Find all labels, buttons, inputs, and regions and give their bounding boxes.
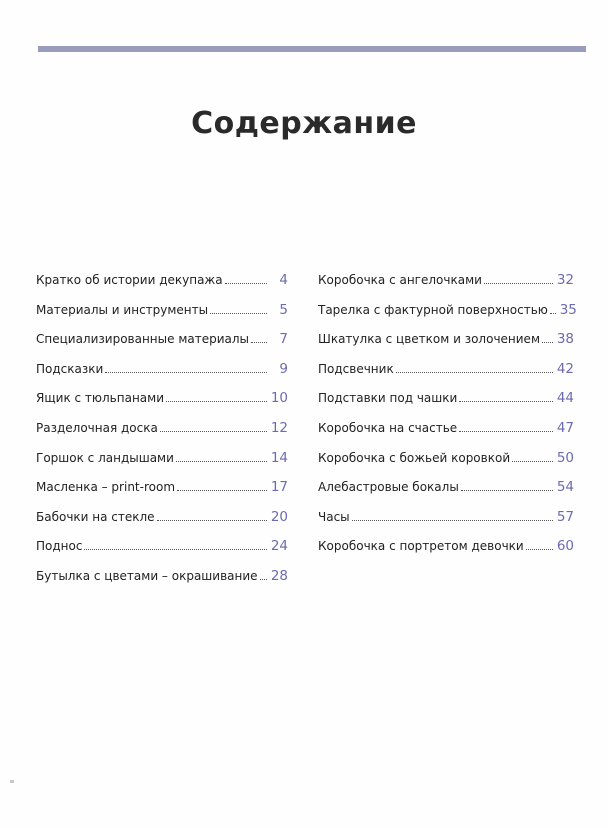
toc-entry[interactable] bbox=[318, 361, 574, 391]
toc-entry[interactable] bbox=[318, 479, 574, 509]
toc-leader-dots bbox=[251, 342, 267, 343]
toc-entry[interactable] bbox=[36, 450, 288, 480]
toc-entry[interactable] bbox=[318, 538, 574, 568]
toc-leader-dots bbox=[157, 520, 267, 521]
toc-entry[interactable] bbox=[318, 272, 574, 302]
toc-leader-dots bbox=[542, 342, 553, 343]
toc-page-number: 28 bbox=[270, 567, 288, 584]
toc-leader-dots bbox=[459, 401, 553, 402]
toc-page-number: 57 bbox=[556, 508, 574, 525]
page-title: Содержание bbox=[191, 106, 417, 142]
toc-entry[interactable] bbox=[318, 450, 574, 480]
toc-page-number: 60 bbox=[556, 538, 574, 555]
toc-entry[interactable] bbox=[318, 390, 574, 420]
toc-page-number: 14 bbox=[270, 449, 288, 466]
header-rule bbox=[38, 46, 586, 52]
toc-entry[interactable] bbox=[318, 301, 577, 332]
toc-entry-title: Подсвечник bbox=[318, 361, 394, 376]
toc-page-number: 35 bbox=[559, 301, 577, 318]
toc-page-number: 38 bbox=[556, 331, 574, 348]
toc-entry-title: Шкатулка с цветком и золочением bbox=[318, 332, 540, 347]
toc-entry[interactable] bbox=[36, 302, 288, 332]
toc-page-number: 42 bbox=[556, 360, 574, 377]
toc-entry-title: Масленка – print-room bbox=[36, 480, 176, 495]
toc-leader-dots bbox=[210, 313, 267, 314]
page-edge-mark bbox=[10, 780, 14, 783]
toc-leader-dots bbox=[512, 461, 553, 462]
toc-entry[interactable] bbox=[36, 331, 288, 361]
toc-leader-dots bbox=[105, 372, 267, 373]
toc-entry[interactable] bbox=[36, 568, 288, 598]
toc-page-number: 24 bbox=[270, 538, 288, 555]
toc-leader-dots bbox=[166, 401, 267, 402]
toc-page-number: 5 bbox=[279, 301, 288, 318]
toc-page-number: 12 bbox=[270, 419, 288, 436]
toc-leader-dots bbox=[396, 372, 553, 373]
toc-leader-dots bbox=[526, 549, 553, 550]
toc-entry[interactable] bbox=[36, 479, 288, 509]
toc-entry[interactable] bbox=[36, 272, 288, 302]
toc-entry-title: Ящик с тюльпанами bbox=[36, 391, 164, 406]
toc-entry[interactable] bbox=[318, 331, 574, 361]
toc-entry-title: Подставки под чашки bbox=[318, 391, 458, 406]
toc-entry[interactable] bbox=[36, 538, 288, 568]
toc-leader-dots bbox=[461, 490, 553, 491]
toc-page-number: 50 bbox=[556, 449, 574, 466]
toc-entry[interactable] bbox=[36, 390, 288, 420]
toc-entry-title: Кратко об истории декупажа bbox=[36, 273, 223, 287]
toc-leader-dots bbox=[176, 461, 267, 462]
toc-entry-title: Бабочки на стекле bbox=[36, 509, 155, 524]
toc-page-number: 10 bbox=[270, 390, 288, 407]
toc-leader-dots bbox=[550, 313, 556, 314]
toc-entry-title: Поднос bbox=[36, 539, 83, 554]
toc-entry[interactable] bbox=[36, 420, 288, 450]
toc-entry-title: Коробочка с ангелочками bbox=[318, 273, 482, 287]
toc-entry[interactable] bbox=[318, 420, 574, 450]
toc-page-number: 17 bbox=[270, 479, 288, 496]
toc-entry-title: Горшок с ландышами bbox=[36, 450, 174, 465]
toc-page-number: 44 bbox=[556, 390, 574, 407]
toc-entry[interactable] bbox=[36, 509, 288, 539]
toc-leader-dots bbox=[177, 490, 267, 491]
toc-entry-title: Коробочка с божьей коровкой bbox=[318, 450, 511, 465]
toc-leader-dots bbox=[260, 579, 267, 580]
toc-entry-title: Коробочка на счастье bbox=[318, 420, 458, 435]
toc-page-number: 54 bbox=[556, 479, 574, 496]
toc-page-number: 7 bbox=[279, 331, 288, 348]
toc-entry-title: Коробочка с портретом девочки bbox=[318, 539, 524, 554]
toc-entry[interactable] bbox=[318, 509, 574, 539]
toc-page-number: 32 bbox=[556, 272, 574, 288]
toc-leader-dots bbox=[225, 283, 267, 284]
toc-entry-title: Специализированные материалы bbox=[36, 332, 250, 347]
toc-entry-title: Тарелка с фактурной поверхностью bbox=[318, 302, 548, 317]
toc-page-number: 20 bbox=[270, 508, 288, 525]
toc-page-number: 9 bbox=[279, 360, 288, 377]
toc-entry-title: Алебастровые бокалы bbox=[318, 480, 459, 495]
toc-right-column bbox=[318, 272, 577, 568]
toc-leader-dots bbox=[484, 283, 553, 284]
toc-leader-dots bbox=[84, 549, 267, 550]
toc-entry-title: Бутылка с цветами – окрашивание bbox=[36, 568, 258, 583]
toc-left-column bbox=[36, 272, 288, 598]
toc-entry-title: Разделочная доска bbox=[36, 420, 158, 435]
toc-leader-dots bbox=[160, 431, 267, 432]
toc-page-number: 47 bbox=[556, 419, 574, 436]
toc-page-number: 4 bbox=[279, 272, 288, 288]
toc-entry-title: Материалы и инструменты bbox=[36, 302, 209, 317]
toc-leader-dots bbox=[459, 431, 553, 432]
toc-entry-title: Подсказки bbox=[36, 361, 104, 376]
toc-leader-dots bbox=[352, 520, 553, 521]
toc-entry-title: Часы bbox=[318, 509, 350, 524]
toc-entry[interactable] bbox=[36, 361, 288, 391]
